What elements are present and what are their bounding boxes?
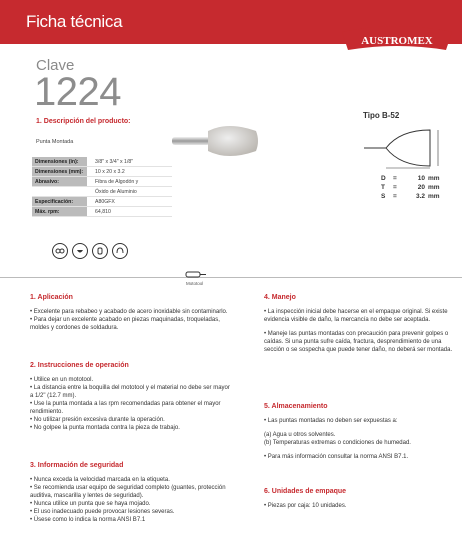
goggles-icon xyxy=(52,243,68,259)
spec-row xyxy=(32,197,172,207)
section-title: 2. Instrucciones de operación xyxy=(30,362,129,369)
section-divider xyxy=(0,277,462,278)
spec-row xyxy=(32,167,172,177)
safety-icons xyxy=(52,243,128,259)
spec-row xyxy=(32,157,172,167)
right-column-s6 xyxy=(264,488,458,510)
spec-value: A80GFX xyxy=(95,198,115,205)
spec-label: Especificación: xyxy=(32,197,87,206)
dim-row-s: S = 3.2 mm xyxy=(381,193,440,200)
right-column xyxy=(264,294,458,354)
mototool-icon xyxy=(184,268,210,292)
paragraph: • Se recomienda usar equipo de seguridad completo (guantes, protección auditiva, mascarilla y lentes de seguridad). xyxy=(30,485,226,499)
spec-value: 3/8" x 3/4" x 1/8" xyxy=(95,158,134,165)
spec-row xyxy=(32,207,172,217)
paragraph: • Utilice en un mototool. xyxy=(30,377,94,383)
paragraph: (a) Agua u otros solventes. xyxy=(264,432,336,438)
left-column-s3 xyxy=(30,462,230,524)
dim-row-t: T = 20 mm xyxy=(381,184,440,191)
spec-value: Óxido de Aluminio xyxy=(95,188,137,195)
section-title: 4. Manejo xyxy=(264,294,296,301)
dim-row-d: D = 10 mm xyxy=(381,175,440,182)
dimension-values xyxy=(381,174,440,201)
spec-label: Dimensiones (in): xyxy=(32,157,87,166)
description-title: 1. Descripción del producto: xyxy=(36,118,131,125)
spec-label xyxy=(32,187,87,196)
left-column-s2 xyxy=(30,362,230,432)
clave-label: Clave xyxy=(36,57,75,74)
spec-label: Dimensiones (mm): xyxy=(32,167,87,176)
paragraph: • Para dejar un excelente acabado en piezas maquinadas, troqueladas, moldes y cordones de soldadura. xyxy=(30,317,220,331)
paragraph: • La inspección inicial debe hacerse en el empaque original. Si existe evidencia visible de daño, la mercancía no debe ser aceptada. xyxy=(264,309,448,323)
tipo-label: Tipo B-52 xyxy=(363,111,400,120)
paragraph: • La distancia entre la boquilla del mototool y el material no debe ser mayor a 1/2" (12.7 mm). xyxy=(30,385,230,399)
description-text: Punta Montada xyxy=(36,139,74,145)
paragraph: • Use la punta montada a las rpm recomendadas para obtener el mayor rendimiento. xyxy=(30,401,221,415)
paragraph: • Excelente para rebabeo y acabado de acero inoxidable sin contaminarlo. xyxy=(30,309,228,315)
page-title: Ficha técnica xyxy=(26,12,123,31)
brand-text: AUSTROMEX xyxy=(361,35,433,47)
paragraph: • Las puntas montadas no deben ser expuestas a: xyxy=(264,418,398,424)
paragraph: (b) Temperaturas extremas o condiciones de humedad. xyxy=(264,440,411,446)
ear-protection-icon xyxy=(112,243,128,259)
paragraph: • Para más información consultar la norma ANSI B7.1. xyxy=(264,454,409,460)
gloves-icon xyxy=(92,243,108,259)
section-title: 1. Aplicación xyxy=(30,294,73,301)
mototool-label: Mototool xyxy=(186,281,204,286)
mounted-point-image xyxy=(168,121,260,181)
specs-table xyxy=(32,157,172,217)
section-title: 3. Información de seguridad xyxy=(30,462,124,469)
section-title: 5. Almacenamiento xyxy=(264,403,328,410)
clave-number: 1224 xyxy=(34,70,121,114)
spec-row xyxy=(32,187,172,197)
paragraph: • Nunca exceda la velocidad marcada en la etiqueta. xyxy=(30,477,170,483)
paragraph: • Nunca utilice un punta que se haya mojado. xyxy=(30,501,151,507)
mask-icon xyxy=(72,243,88,259)
spec-value: Fibra de Algodón y xyxy=(95,178,139,185)
spec-label: Abrasivo: xyxy=(32,177,87,186)
spec-value: 10 x 20 x 3.2 xyxy=(95,168,125,175)
paragraph: • El uso inadecuado puede provocar lesiones severas. xyxy=(30,509,175,515)
paragraph: • Piezas por caja: 10 unidades. xyxy=(264,503,347,509)
spec-row xyxy=(32,177,172,187)
cone-dimension-diagram xyxy=(360,124,452,170)
left-column xyxy=(30,294,230,332)
paragraph: • No golpee la punta montada contra la pieza de trabajo. xyxy=(30,425,180,431)
paragraph: • Úsese como lo indica la norma ANSI B7.1 xyxy=(30,517,146,523)
paragraph: • Maneje las puntas montadas con precaución para prevenir golpes o caídas. Si una punta sufre caída, fractura, desprendimiento de una sección o se sospecha que puede tener daño, no deberá ser montada. xyxy=(264,331,453,353)
spec-value: 64,810 xyxy=(95,208,111,215)
section-title: 6. Unidades de empaque xyxy=(264,488,347,495)
austromex-logo xyxy=(338,26,456,56)
right-column-s5 xyxy=(264,403,458,461)
paragraph: • No utilizar presión excesiva durante la operación. xyxy=(30,417,165,423)
spec-label: Máx. rpm: xyxy=(32,207,87,216)
